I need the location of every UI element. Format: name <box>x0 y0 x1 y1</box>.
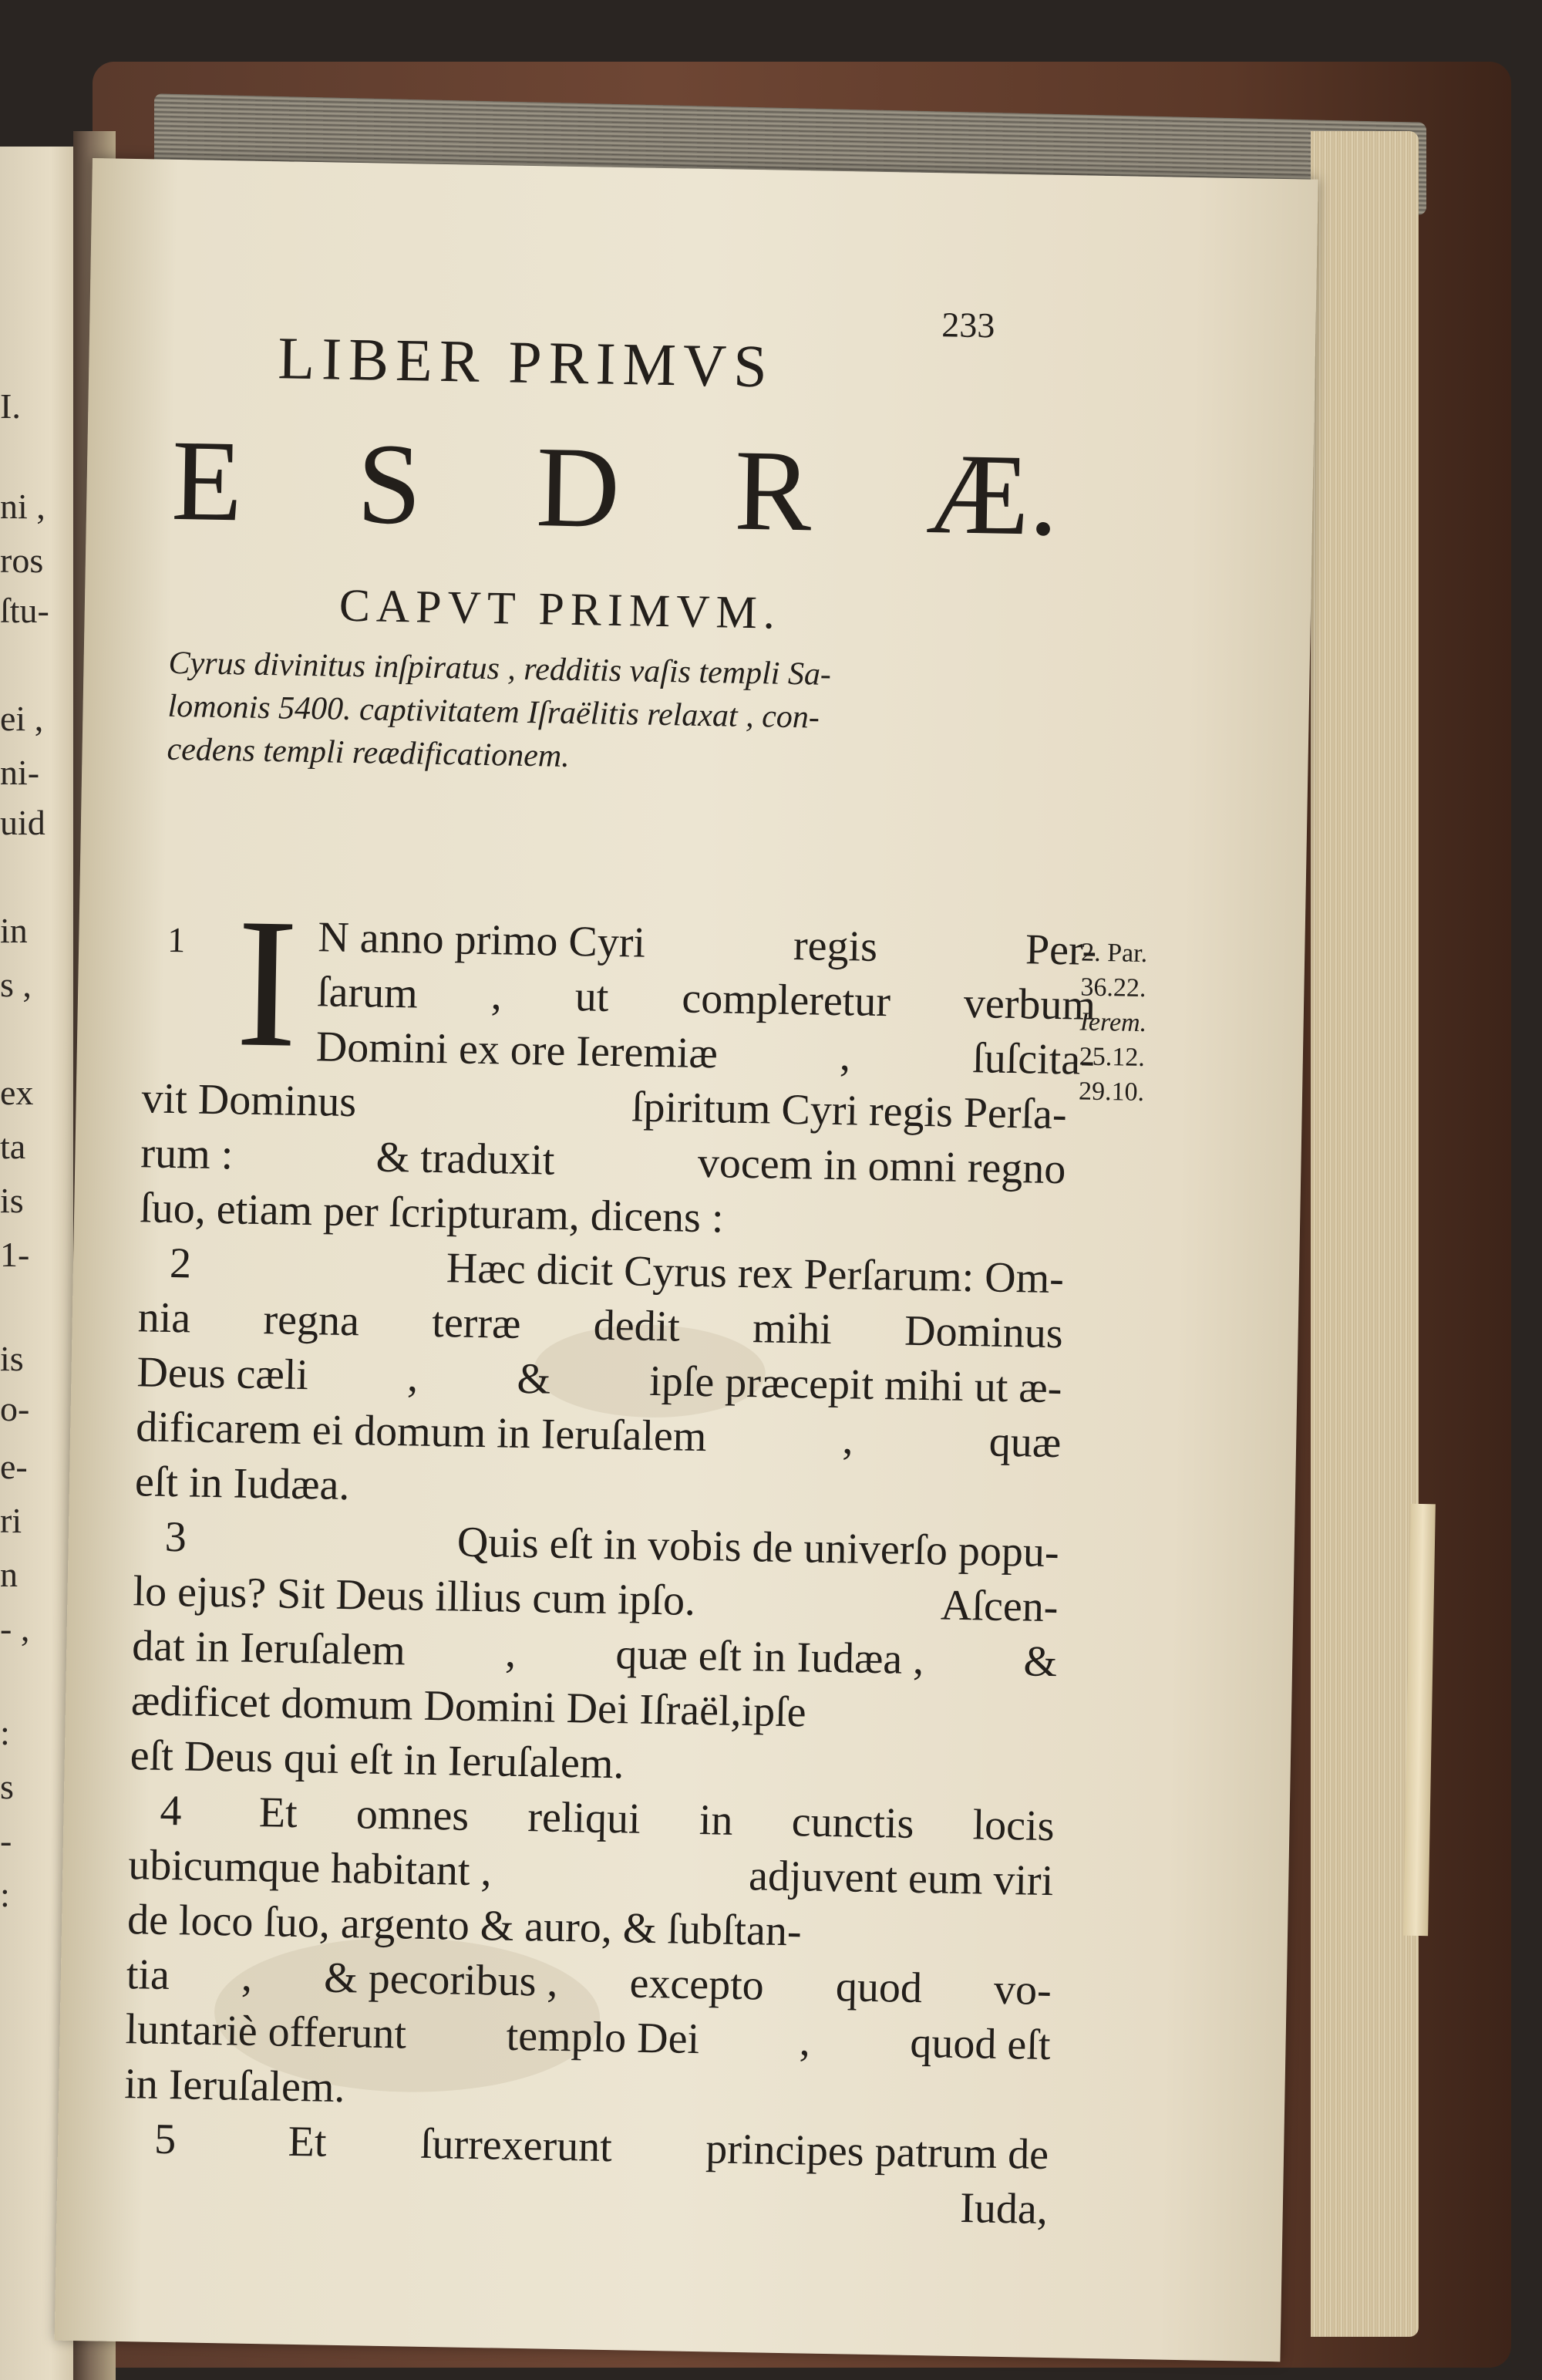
word: terræ <box>431 1298 521 1348</box>
word: omnes <box>355 1790 470 1840</box>
word: Per- <box>1025 925 1097 975</box>
left-page-fragment: ri <box>0 1501 22 1540</box>
left-page-fragment: - , <box>0 1609 30 1648</box>
word: , <box>839 1032 851 1080</box>
word: vit Dominus <box>141 1074 357 1127</box>
left-page-fragment: s , <box>0 965 32 1004</box>
verse-number-1: 1 <box>167 919 186 960</box>
word: eſt in Iudæa. <box>134 1458 350 1510</box>
word: , <box>842 1415 854 1464</box>
chapter-heading: CAPVT PRIMVM. <box>338 579 782 639</box>
book-title-letter: R <box>733 426 813 556</box>
word: quod eſt <box>909 2018 1051 2070</box>
word: ſuſcita- <box>971 1034 1096 1084</box>
word: mihi <box>752 1304 833 1353</box>
word: nia <box>137 1293 191 1343</box>
left-page-fragment: - <box>0 1821 12 1860</box>
running-title: LIBER PRIMVS <box>277 324 775 400</box>
word: in <box>699 1796 734 1845</box>
word: cunctis <box>791 1798 914 1848</box>
word: vocem in omni regno <box>697 1138 1066 1194</box>
right-page <box>55 158 1318 2361</box>
word: & <box>1023 1637 1058 1687</box>
margin-reference: 29.10. <box>1078 1077 1145 1107</box>
word: reliqui <box>527 1793 641 1843</box>
word: luntariè offerunt <box>125 2005 407 2058</box>
left-page-fragment: uid <box>0 803 45 842</box>
summary-line: cedens templi reædificationem. <box>167 731 571 774</box>
word: Et <box>288 2117 328 2166</box>
word: locis <box>972 1801 1055 1851</box>
word: Dominus <box>904 1306 1064 1358</box>
drop-cap: I <box>234 879 300 1086</box>
word: lo ejus? Sit Deus illius cum ipſo. <box>133 1567 696 1625</box>
margin-reference: 2. Par. <box>1080 938 1148 969</box>
word: excepto <box>629 1959 765 2010</box>
book-title-letter: E <box>170 416 244 546</box>
word: Quis eſt in vobis de univerſo popu- <box>456 1518 1060 1577</box>
word: quæ <box>988 1418 1062 1468</box>
left-page-fragment: n <box>0 1555 18 1594</box>
book-title-letter: Æ. <box>925 429 1059 560</box>
margin-references <box>1079 935 1205 1111</box>
word: Hæc dicit Cyrus rex Perſarum: Om- <box>446 1244 1065 1303</box>
word: 4 <box>160 1786 183 1836</box>
word: rum : <box>140 1129 234 1179</box>
margin-reference: 36.22. <box>1080 973 1146 1003</box>
left-page-fragment: : <box>0 1875 10 1914</box>
left-page-fragment: ni , <box>0 487 45 526</box>
word: 2 <box>169 1239 192 1288</box>
word: ut <box>574 973 609 1021</box>
chapter-summary <box>167 642 1071 787</box>
left-page-fragment: is <box>0 1181 24 1220</box>
word: dedit <box>593 1301 681 1351</box>
word: principes patrum de <box>705 2125 1049 2179</box>
word: ubicumque habitant , <box>127 1841 493 1896</box>
left-page-fragment: is <box>0 1339 24 1378</box>
left-page-fragment: ei , <box>0 699 44 738</box>
left-page-fragment: e- <box>0 1447 28 1486</box>
word: Domini ex ore Ieremiæ <box>315 1023 719 1078</box>
word: regna <box>263 1296 360 1346</box>
word: & <box>516 1354 551 1404</box>
word: templo Dei <box>506 2011 700 2064</box>
page-number: 233 <box>941 305 995 346</box>
word: 5 <box>153 2115 177 2164</box>
word: eſt Deus qui eſt in Ieruſalem. <box>130 1731 625 1788</box>
word: 3 <box>164 1512 187 1562</box>
word: dificarem ei domum in Ieruſalem <box>135 1403 707 1461</box>
left-page-fragment: o- <box>0 1389 30 1428</box>
word: ſarum <box>316 968 419 1018</box>
book-title <box>170 414 1059 562</box>
word: Aſcen- <box>940 1581 1059 1632</box>
book-title-letter: S <box>355 420 423 549</box>
word: ſpiritum Cyri regis Perſa- <box>631 1083 1068 1139</box>
word: & traduxit <box>375 1133 555 1185</box>
book-title-letter: D <box>535 423 621 552</box>
word: in Ieruſalem. <box>123 2060 346 2112</box>
left-page-fragment: 1- <box>0 1235 30 1274</box>
verse-1-opening <box>315 910 1097 1088</box>
word: ædificet domum Domini Dei Iſraël,ipſe <box>130 1677 807 1737</box>
left-page-fragment: ſtu- <box>0 591 49 630</box>
left-page-fragment: I. <box>0 386 21 426</box>
word: ſurrexerunt <box>419 2119 613 2172</box>
margin-reference: Ierem. <box>1079 1007 1147 1038</box>
word: quæ eſt in Iudæa , <box>614 1630 924 1684</box>
word: , <box>799 2017 811 2065</box>
word: regis <box>793 922 878 971</box>
left-page-fragment: ex <box>0 1073 34 1112</box>
summary-line: Cyrus divinitus inſpiratus , redditis vaſis templi Sa- <box>168 645 832 693</box>
left-page-fragment: s <box>0 1767 14 1806</box>
word: ipſe præcepit mihi ut æ- <box>648 1357 1062 1413</box>
word: , <box>504 1628 517 1677</box>
word: de loco ſuo, argento & auro, & ſubſtan- <box>126 1896 803 1956</box>
word: quod <box>835 1963 923 2013</box>
left-page-fragment: ta <box>0 1127 26 1166</box>
word: Iuda, <box>959 2184 1049 2234</box>
word: Deus cæli <box>136 1348 309 1400</box>
left-page-fragment: in <box>0 911 28 950</box>
word: verbum <box>963 979 1096 1030</box>
word: , <box>490 971 503 1020</box>
word: tia <box>126 1950 170 2000</box>
word: compleretur <box>681 974 891 1027</box>
word: vo- <box>993 1965 1052 2015</box>
word: dat in Ieruſalem <box>131 1622 406 1675</box>
word: N anno primo Cyri <box>317 913 646 967</box>
word: , <box>406 1353 419 1401</box>
margin-reference: 25.12. <box>1079 1042 1146 1072</box>
left-page-fragment: ni- <box>0 753 40 792</box>
summary-line: lomonis 5400. captivitatem Iſraëlitis relaxat , con- <box>167 688 820 736</box>
left-page-fragment: : <box>0 1713 10 1752</box>
left-page-fragment: ros <box>0 541 44 580</box>
word: Et <box>258 1788 298 1837</box>
word: adjuvent eum viri <box>748 1852 1054 1906</box>
body-text <box>122 1071 1067 2237</box>
page-block-fore-edge <box>1311 131 1419 2337</box>
word: & pecoribus , <box>323 1954 559 2006</box>
word: ſuo, etiam per ſcripturam, dicens : <box>139 1184 724 1242</box>
word: , <box>241 1952 253 2001</box>
